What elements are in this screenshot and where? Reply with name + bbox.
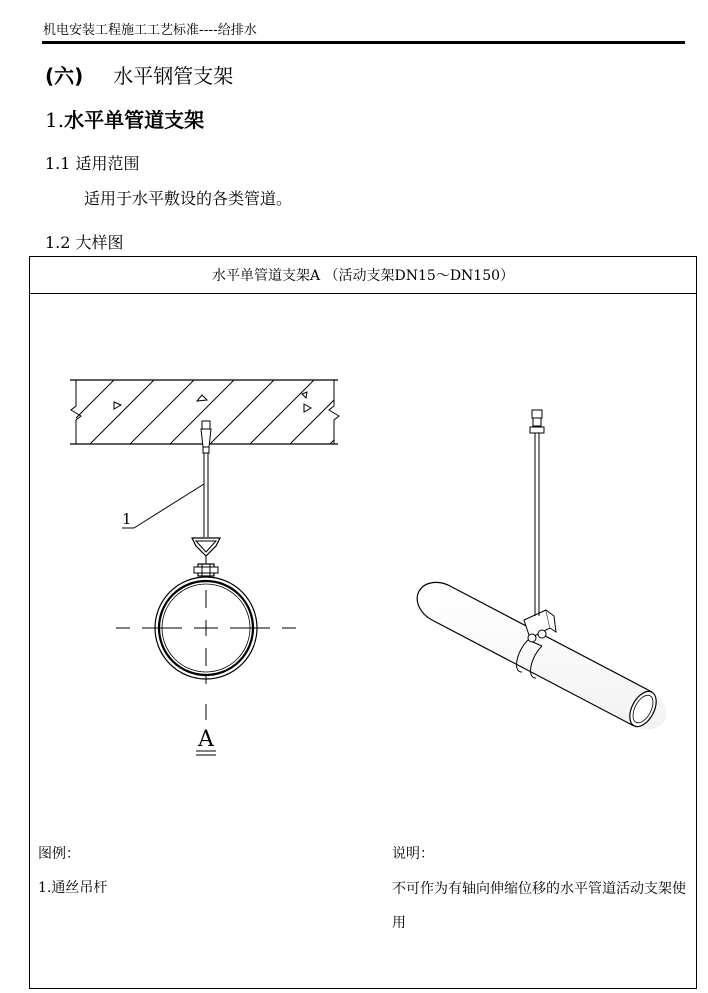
legend-item: 1.通丝吊杆 — [38, 880, 108, 896]
threaded-rod-section — [201, 421, 211, 537]
section-label: A — [198, 727, 214, 752]
scope-heading: 1.1 适用范围 — [45, 154, 140, 173]
document-header-title: 机电安装工程施工工艺标准----给排水 — [43, 23, 257, 38]
figure-title: 水平单管道支架A （活动支架DN15～DN150） — [30, 257, 696, 294]
header-rule — [42, 41, 685, 44]
note-text: 不可作为有轴向伸缩位移的水平管道活动支架使用 — [392, 881, 686, 931]
callout-number: 1 — [122, 510, 132, 528]
section-marker — [196, 704, 216, 755]
subsection-heading — [45, 104, 204, 133]
note-heading: 说明： — [392, 846, 434, 862]
pipe-section — [116, 577, 296, 684]
scope-text: 适用于水平敷设的各类管道。 — [84, 189, 293, 208]
detail-heading: 1.2 大样图 — [45, 233, 124, 252]
support-drawing — [30, 294, 696, 854]
legend-heading: 图例： — [38, 846, 80, 862]
hanger-bracket — [192, 538, 220, 576]
ceiling-slab — [50, 380, 394, 444]
section-title: 水平钢管支架 — [113, 64, 234, 88]
section-heading — [45, 60, 233, 89]
section-number: (六) — [45, 64, 84, 88]
isometric-view — [417, 410, 666, 731]
callout-1 — [122, 484, 204, 528]
subsection-number: 1. — [45, 108, 65, 132]
subsection-title: 水平单管道支架 — [64, 108, 205, 132]
